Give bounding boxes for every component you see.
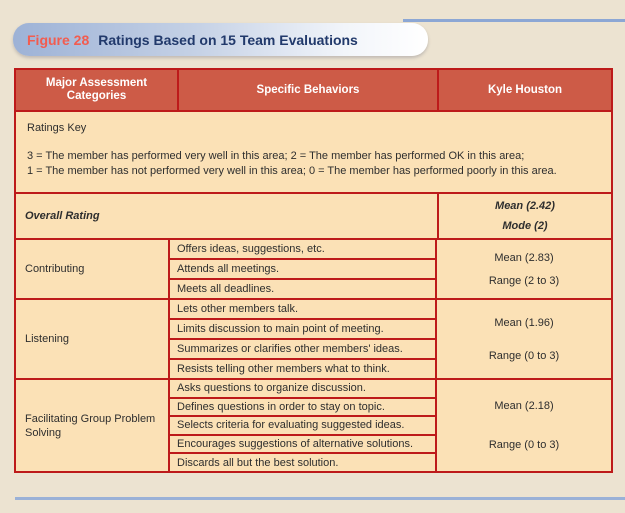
- header-member-name: Kyle Houston: [487, 83, 563, 96]
- ratings-key-title: Ratings Key: [27, 122, 87, 134]
- figure-banner: [13, 23, 428, 56]
- ratings-key-line-1: 3 = The member has performed very well in this area; 2 = The member has performed OK in this area;: [27, 150, 525, 162]
- section-mean-value: Mean (1.96): [494, 316, 554, 329]
- ratings-key-row: [16, 110, 611, 192]
- behavior-item: Attends all meetings.: [170, 260, 435, 280]
- section-facilitating-group-problem-solving: [16, 378, 611, 471]
- ratings-key-line-2: 1 = The member has not performed very well in this area; 0 = The member has performed poorly in this area.: [27, 165, 557, 177]
- category-label: Facilitating Group Problem Solving: [16, 380, 170, 471]
- section-range-value: Range (0 to 3): [488, 439, 560, 452]
- overall-mean-value: Mean (2.42): [495, 200, 555, 212]
- overall-rating-label: Overall Rating: [16, 194, 439, 238]
- category-label: Contributing: [16, 240, 170, 298]
- behavior-item: Defines questions in order to stay on topic.: [170, 399, 435, 418]
- behavior-item: Lets other members talk.: [170, 300, 435, 320]
- behavior-item: Asks questions to organize discussion.: [170, 380, 435, 399]
- behavior-list: [170, 300, 437, 378]
- overall-mode-value: Mode (2): [502, 220, 548, 232]
- bottom-divider-rule: [15, 497, 625, 500]
- header-major-assessment-categories: Major Assessment Categories: [16, 70, 179, 110]
- header-specific-behaviors: Specific Behaviors: [179, 70, 439, 110]
- section-mean-value: Mean (2.83): [494, 251, 554, 264]
- behavior-item: Offers ideas, suggestions, etc.: [170, 240, 435, 260]
- figure-label: Figure 28: [27, 31, 90, 48]
- table-header-row: [16, 70, 611, 110]
- overall-rating-row: [16, 192, 611, 238]
- evaluation-table: [14, 68, 613, 473]
- section-stats: [437, 380, 611, 471]
- behavior-item: Summarizes or clarifies other members' ideas.: [170, 340, 435, 360]
- behavior-item: Resists telling other members what to think.: [177, 363, 390, 375]
- behavior-item: Discards all but the best solution.: [177, 456, 339, 469]
- section-listening: [16, 298, 611, 378]
- section-mean-value: Mean (2.18): [494, 399, 554, 412]
- section-range-value: Range (0 to 3): [488, 349, 560, 362]
- figure-title: Ratings Based on 15 Team Evaluations: [98, 31, 358, 48]
- behavior-item: Limits discussion to main point of meeting.: [170, 320, 435, 340]
- behavior-item: Selects criteria for evaluating suggested ideas.: [170, 417, 435, 436]
- top-divider-rule: [403, 19, 625, 22]
- behavior-list: [170, 380, 437, 471]
- section-contributing: [16, 238, 611, 298]
- section-stats: [437, 300, 611, 378]
- behavior-list: [170, 240, 437, 298]
- behavior-item: Encourages suggestions of alternative solutions.: [170, 436, 435, 455]
- behavior-item: Meets all deadlines.: [177, 283, 275, 295]
- section-range-value: Range (2 to 3): [488, 274, 560, 287]
- overall-rating-stats: [439, 194, 611, 238]
- section-stats: [437, 240, 611, 298]
- category-label: Listening: [16, 300, 170, 378]
